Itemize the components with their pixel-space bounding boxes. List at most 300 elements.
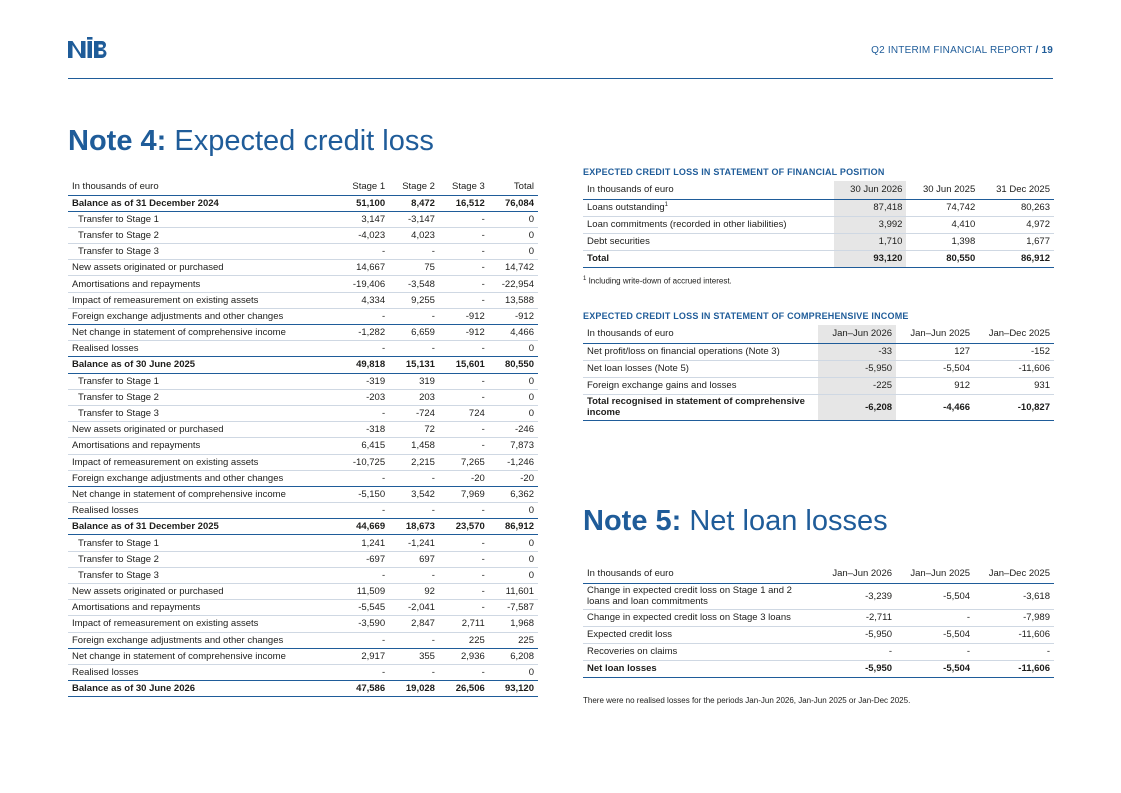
cell-value — [339, 211, 389, 227]
cell-text: Transfer to Stage 1 — [78, 375, 159, 387]
table-row — [583, 199, 1054, 216]
table-row — [68, 308, 538, 324]
column-header-label: In thousands of euro — [583, 181, 834, 199]
cell-text: Impact of remeasurement on existing assets — [72, 294, 259, 306]
table-row — [583, 343, 1054, 360]
cell-text: - — [481, 586, 485, 598]
cell-text: 3,542 — [411, 488, 435, 500]
cell-text: Net loan losses — [587, 663, 657, 674]
cell-text: Balance as of 30 June 2025 — [72, 359, 196, 371]
cell-value — [906, 233, 979, 250]
column-header: Jan–Dec 2025 — [974, 325, 1054, 343]
cell-text: - — [481, 262, 485, 274]
cell-text: Foreign exchange adjustments and other changes — [72, 310, 284, 322]
cell-value — [389, 341, 439, 357]
cell-text: 92 — [424, 586, 435, 598]
column-header: 30 Jun 2026 — [834, 181, 907, 199]
cell-text: 3,147 — [361, 213, 386, 225]
table-row — [68, 551, 538, 567]
cell-value — [339, 486, 389, 502]
cell-value — [439, 551, 489, 567]
cell-text: 11,509 — [356, 586, 386, 598]
cell-text: Impact of remeasurement on existing assets — [72, 618, 259, 630]
cell-text: -20 — [520, 472, 534, 484]
table-header-row — [583, 181, 1054, 199]
cell-text: -7,587 — [507, 602, 534, 614]
cell-text: 87,418 — [873, 202, 903, 213]
cell-value — [439, 486, 489, 502]
row-label — [68, 600, 339, 616]
cell-text: Foreign exchange gains and losses — [587, 380, 737, 391]
cell-text: 0 — [528, 375, 534, 387]
cell-text: Net change in statement of comprehensive income — [72, 650, 286, 662]
cell-text: -3,618 — [1023, 590, 1050, 602]
cell-value — [339, 664, 389, 680]
cell-text: Balance as of 31 December 2024 — [72, 197, 219, 209]
cell-value — [489, 308, 538, 324]
cell-text: - — [481, 294, 485, 306]
cell-text: 2,711 — [461, 618, 485, 630]
cell-text: Net loan losses (Note 5) — [587, 363, 689, 374]
report-header — [871, 45, 1053, 56]
cell-text: Foreign exchange adjustments and other changes — [72, 472, 284, 484]
cell-value — [389, 292, 439, 308]
cell-text: -1,241 — [408, 537, 435, 549]
table-row — [68, 244, 538, 260]
cell-value — [489, 389, 538, 405]
cell-value — [489, 470, 538, 486]
cell-value — [439, 260, 489, 276]
cell-value — [439, 664, 489, 680]
cell-text: -5,545 — [358, 602, 386, 614]
cell-value — [339, 503, 389, 519]
position-table — [583, 181, 1054, 268]
table-row — [583, 643, 1054, 660]
cell-value — [439, 373, 489, 389]
cell-text: Amortisations and repayments — [72, 602, 201, 614]
cell-text: New assets originated or purchased — [72, 262, 224, 274]
cell-text: 1,458 — [411, 440, 435, 452]
cell-value — [339, 357, 389, 373]
cell-value — [906, 216, 979, 233]
cell-text: -5,950 — [865, 663, 893, 674]
cell-value — [339, 389, 389, 405]
column-header-label: In thousands of euro — [583, 565, 818, 583]
cell-text: 9,255 — [411, 294, 435, 306]
cell-value — [489, 486, 538, 502]
column-header: Jan–Jun 2026 — [818, 565, 896, 583]
row-label — [68, 454, 339, 470]
cell-value — [339, 438, 389, 454]
table-row — [68, 211, 538, 227]
cell-text: - — [381, 310, 386, 322]
cell-value — [339, 373, 389, 389]
cell-text: Change in expected credit loss on Stage 1 and 2 loans and loan commitments — [587, 585, 792, 607]
cell-text: -10,725 — [352, 456, 386, 468]
cell-text: -6,208 — [865, 401, 893, 413]
cell-text: - — [381, 634, 386, 646]
row-label — [583, 660, 818, 677]
table-row — [68, 600, 538, 616]
cell-value — [896, 660, 974, 677]
row-label — [68, 567, 339, 583]
table-header-row — [583, 565, 1054, 583]
cell-text: 11,601 — [505, 586, 534, 598]
cell-text: 912 — [954, 380, 971, 391]
row-label — [68, 405, 339, 421]
cell-text: 75 — [424, 262, 435, 274]
cell-text: Loans outstanding — [587, 202, 665, 214]
cell-value — [439, 632, 489, 648]
cell-value — [896, 643, 974, 660]
cell-value — [489, 244, 538, 260]
total-row — [583, 394, 1054, 420]
cell-value — [389, 486, 439, 502]
cell-value — [339, 551, 389, 567]
cell-text: 86,912 — [504, 521, 534, 533]
row-label — [583, 343, 818, 360]
cell-value — [896, 609, 974, 626]
cell-text: -19,406 — [352, 278, 386, 290]
cell-value — [979, 199, 1054, 216]
cell-text: 355 — [419, 650, 435, 662]
cell-text: -33 — [878, 346, 893, 357]
cell-text: - — [431, 634, 435, 646]
table-row — [68, 341, 538, 357]
cell-text: -152 — [1030, 346, 1050, 357]
cell-text: 80,550 — [504, 359, 534, 371]
cell-text: 14,742 — [504, 262, 534, 274]
cell-value — [489, 681, 538, 697]
cell-text: Total recognised in statement of comprehensive income — [587, 396, 805, 418]
cell-value — [339, 535, 389, 551]
cell-value — [439, 292, 489, 308]
cell-text: - — [888, 646, 893, 657]
row-label — [68, 535, 339, 551]
cell-value — [974, 343, 1054, 360]
cell-value — [339, 325, 389, 341]
cell-value — [489, 454, 538, 470]
table-row — [68, 405, 538, 421]
table-row — [583, 216, 1054, 233]
cell-value — [489, 551, 538, 567]
row-label — [583, 394, 818, 420]
cell-text: -246 — [514, 424, 534, 436]
table-row — [68, 503, 538, 519]
cell-text: 0 — [528, 553, 534, 565]
cell-value — [439, 616, 489, 632]
cell-value — [439, 308, 489, 324]
cell-value — [339, 454, 389, 470]
row-label — [68, 584, 339, 600]
cell-text: - — [481, 278, 485, 290]
table-row — [583, 609, 1054, 626]
cell-value — [389, 648, 439, 664]
cell-text: -7,989 — [1023, 612, 1050, 623]
cell-value — [489, 535, 538, 551]
cell-text: Transfer to Stage 3 — [78, 408, 159, 420]
cell-text: - — [481, 246, 485, 258]
table-row — [68, 535, 538, 551]
cell-text: - — [381, 246, 386, 258]
cell-text: 931 — [1034, 380, 1050, 391]
cell-value — [339, 519, 389, 535]
row-label — [68, 648, 339, 664]
cell-value — [896, 343, 974, 360]
cell-value — [339, 648, 389, 664]
row-label — [68, 276, 339, 292]
cell-value — [489, 357, 538, 373]
cell-value — [818, 660, 896, 677]
cell-value — [439, 584, 489, 600]
cell-text: 47,586 — [356, 683, 386, 695]
header-divider — [68, 78, 1053, 79]
cell-value — [339, 276, 389, 292]
cell-value — [389, 244, 439, 260]
cell-value — [389, 308, 439, 324]
nib-logo — [68, 37, 108, 59]
cell-text: Expected credit loss — [587, 629, 673, 640]
cell-text: - — [381, 408, 386, 420]
column-header: Jan–Jun 2026 — [818, 325, 896, 343]
cell-text: - — [1046, 646, 1050, 657]
cell-value — [439, 470, 489, 486]
table-row — [68, 276, 538, 292]
cell-value — [389, 227, 439, 243]
cell-text: - — [481, 537, 485, 549]
cell-value — [389, 373, 439, 389]
cell-text: 26,506 — [455, 683, 485, 695]
row-label — [68, 438, 339, 454]
cell-text: 19,028 — [405, 683, 435, 695]
cell-text: Realised losses — [72, 505, 139, 517]
cell-text: - — [431, 472, 435, 484]
table-row — [68, 260, 538, 276]
cell-value — [896, 626, 974, 643]
cell-text: - — [481, 553, 485, 565]
footnote-mark: 1 — [583, 276, 587, 282]
comprehensive-table — [583, 325, 1054, 421]
column-header: 31 Dec 2025 — [979, 181, 1054, 199]
cell-text: 51,100 — [356, 197, 386, 209]
cell-value — [834, 233, 907, 250]
cell-value — [974, 609, 1054, 626]
cell-text: -2,711 — [865, 612, 893, 623]
column-header-label: In thousands of euro — [583, 325, 818, 343]
cell-text: 93,120 — [504, 683, 534, 695]
cell-text: 6,362 — [510, 488, 534, 500]
cell-text: - — [431, 505, 435, 517]
column-header: Total — [489, 178, 538, 195]
cell-text: 16,512 — [455, 197, 485, 209]
cell-text: Realised losses — [72, 343, 139, 355]
cell-text: Recoveries on claims — [587, 646, 678, 657]
column-header: Jan–Dec 2025 — [974, 565, 1054, 583]
cell-value — [489, 373, 538, 389]
row-label — [68, 195, 339, 211]
row-label — [583, 643, 818, 660]
cell-value — [818, 609, 896, 626]
cell-text: -319 — [366, 375, 386, 387]
cell-value — [818, 343, 896, 360]
cell-text: - — [481, 391, 485, 403]
cell-text: - — [966, 612, 971, 623]
cell-value — [389, 438, 439, 454]
cell-text: 74,742 — [946, 202, 976, 213]
cell-value — [439, 535, 489, 551]
note4-title — [68, 125, 434, 158]
row-label — [583, 360, 818, 377]
cell-text: Net change in statement of comprehensive income — [72, 488, 286, 500]
cell-text: -4,023 — [358, 229, 386, 241]
cell-text: 7,969 — [461, 488, 485, 500]
column-header: Jan–Jun 2025 — [896, 325, 974, 343]
cell-text: -3,590 — [358, 618, 386, 630]
cell-value — [979, 216, 1054, 233]
column-header: Stage 1 — [339, 178, 389, 195]
cell-text: - — [481, 424, 485, 436]
table-header-row — [68, 178, 538, 195]
cell-text: -203 — [366, 391, 386, 403]
row-label — [68, 244, 339, 260]
row-label — [68, 211, 339, 227]
balance-row — [68, 519, 538, 535]
cell-value — [818, 360, 896, 377]
cell-value — [489, 519, 538, 535]
net-loan-losses-table — [583, 565, 1054, 678]
cell-text: 1,241 — [361, 537, 386, 549]
cell-text: - — [481, 229, 485, 241]
cell-text: 0 — [528, 537, 534, 549]
cell-text: Balance as of 31 December 2025 — [72, 521, 219, 533]
cell-value — [339, 227, 389, 243]
cell-value — [389, 535, 439, 551]
balance-row — [68, 357, 538, 373]
cell-text: 1,677 — [1026, 236, 1050, 247]
cell-value — [439, 389, 489, 405]
cell-value — [489, 276, 538, 292]
cell-value — [489, 664, 538, 680]
cell-value — [439, 405, 489, 421]
cell-value — [389, 470, 439, 486]
cell-value — [339, 567, 389, 583]
cell-text: - — [481, 569, 485, 581]
table-row — [68, 389, 538, 405]
cell-value — [834, 216, 907, 233]
row-label — [68, 616, 339, 632]
cell-text: Realised losses — [72, 667, 139, 679]
cell-text: Transfer to Stage 1 — [78, 213, 159, 225]
cell-text: -5,150 — [358, 488, 386, 500]
cell-text: 1,710 — [878, 236, 903, 247]
cell-text: 72 — [424, 424, 435, 436]
position-section-title: EXPECTED CREDIT LOSS IN STATEMENT OF FINANCIAL POSITION — [583, 167, 885, 177]
row-label — [68, 341, 339, 357]
cell-value — [339, 244, 389, 260]
cell-value — [974, 660, 1054, 677]
cell-text: -3,147 — [408, 213, 435, 225]
cell-text: -225 — [873, 380, 893, 391]
cell-value — [489, 211, 538, 227]
cell-text: 0 — [528, 505, 534, 517]
cell-value — [339, 341, 389, 357]
row-label — [68, 325, 339, 341]
row-label — [68, 389, 339, 405]
row-label — [68, 373, 339, 389]
cell-value — [339, 600, 389, 616]
cell-value — [339, 681, 389, 697]
cell-value — [339, 632, 389, 648]
cell-value — [439, 567, 489, 583]
cell-text: -1,282 — [358, 327, 386, 339]
row-label — [583, 377, 818, 394]
cell-text: 0 — [528, 391, 534, 403]
cell-text: - — [481, 505, 485, 517]
footnote-text: Including write-down of accrued interest. — [588, 276, 732, 286]
cell-text: -3,548 — [408, 278, 435, 290]
cell-value — [439, 681, 489, 697]
cell-value — [439, 438, 489, 454]
table-row — [583, 626, 1054, 643]
row-label — [583, 199, 834, 216]
cell-text: Impact of remeasurement on existing assets — [72, 456, 259, 468]
table-row — [68, 616, 538, 632]
cell-value — [439, 454, 489, 470]
cell-value — [339, 308, 389, 324]
cell-text: -724 — [415, 408, 435, 420]
cell-value — [339, 470, 389, 486]
cell-text: 0 — [528, 667, 534, 679]
footnote-mark: 1 — [664, 201, 668, 208]
cell-text: New assets originated or purchased — [72, 586, 224, 598]
cell-text: 3,992 — [878, 219, 903, 230]
cell-text: Amortisations and repayments — [72, 278, 201, 290]
cell-text: - — [431, 246, 435, 258]
cell-value — [489, 195, 538, 211]
cell-value — [489, 405, 538, 421]
cell-value — [974, 394, 1054, 420]
cell-text: - — [966, 646, 971, 657]
row-label — [68, 503, 339, 519]
cell-value — [339, 195, 389, 211]
cell-value — [389, 454, 439, 470]
table-row — [68, 486, 538, 502]
position-footnote — [583, 276, 732, 286]
cell-text: 6,415 — [361, 440, 386, 452]
row-label — [68, 632, 339, 648]
table-row — [68, 664, 538, 680]
cell-value — [339, 405, 389, 421]
cell-text: -1,246 — [507, 456, 534, 468]
cell-value — [389, 632, 439, 648]
cell-text: -5,504 — [943, 590, 971, 602]
page-number: 19 — [1041, 45, 1053, 56]
cell-text: -5,504 — [943, 663, 971, 674]
cell-value — [489, 260, 538, 276]
cell-text: 18,673 — [405, 521, 435, 533]
cell-value — [389, 503, 439, 519]
cell-value — [389, 584, 439, 600]
cell-value — [389, 519, 439, 535]
cell-value — [439, 276, 489, 292]
cell-text: Transfer to Stage 3 — [78, 569, 159, 581]
cell-value — [439, 211, 489, 227]
cell-text: Debt securities — [587, 236, 650, 247]
cell-text: 6,208 — [510, 650, 534, 662]
note5-title-label: Note 5: — [583, 505, 682, 537]
cell-text: 4,410 — [951, 219, 976, 230]
cell-text: 76,084 — [504, 197, 534, 209]
